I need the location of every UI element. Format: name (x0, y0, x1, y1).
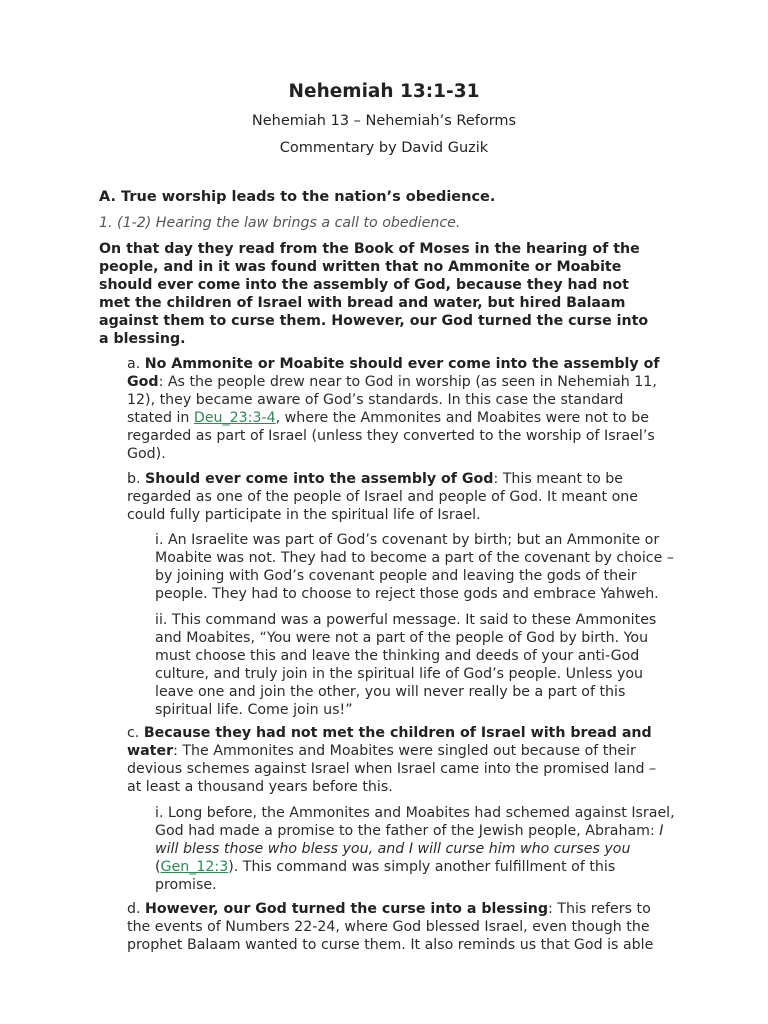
scripture-passage: On that day they read from the Book of Moses in the hearing of the people, and in it was found written that no Ammonite or Moabite should ever come into the assembly of God, because they had not met the children of Israel with bread and water, but hired Balaam against them to curse them. However, our God turned the curse into a blessing. (99, 241, 649, 347)
note-c-i-text1: i. Long before, the Ammonites and Moabites had schemed against Israel, God had made a promise to the father of the Jewish people, Abraham: (155, 805, 675, 839)
note-c-i-italic: I will bless those who bless you, and I will curse him who curses you (155, 823, 664, 857)
note-b (127, 470, 672, 524)
note-c-i-text3: ). This command was simply another fulfillment of this promise. (155, 859, 616, 893)
page-subtitle: Nehemiah 13 – Nehemiah’s Reforms (251, 113, 517, 129)
section-heading: A. True worship leads to the nation’s obedience. (99, 189, 496, 205)
note-b-ii: ii. This command was a powerful message. It said to these Ammonites and Moabites, “You were not a part of the people of God by birth. You must choose this and leave the thinking and deeds of your anti-God culture, and truly join in the spiritual life of God’s people. Unless you leave one and join the other, you will never really be a part of this spiritual life. Come join us!” (155, 612, 657, 718)
page-byline: Commentary by David Guzik (279, 140, 489, 156)
note-c-marker: c. (127, 725, 144, 741)
ref-link-gen[interactable]: Gen_12:3 (160, 859, 229, 875)
note-d-marker: d. (127, 901, 146, 917)
note-b-bold: Should ever come into the assembly of God (145, 471, 494, 487)
note-a-bold: No Ammonite or Moabite should ever come into the assembly of God (127, 356, 660, 390)
note-d (127, 900, 672, 954)
note-d-bold: However, our God turned the curse into a blessing (145, 901, 549, 917)
note-c-i-text2: ( (155, 859, 161, 875)
note-a (127, 355, 672, 463)
note-a-marker: a. (127, 356, 145, 372)
note-a-text1: : As the people drew near to God in worship (as seen in Nehemiah 11, 12), they became aware of God’s standards. In this case the standard stated in (127, 374, 657, 426)
note-b-text: : This meant to be regarded as one of the people of Israel and people of God. It meant one could fully participate in the spiritual life of Israel. (127, 471, 638, 523)
note-b-marker: b. (127, 471, 146, 487)
note-c-bold: Because they had not met the children of Israel with bread and water (127, 725, 652, 759)
note-c-i (155, 804, 675, 894)
note-b-i: i. An Israelite was part of God’s covenant by birth; but an Ammonite or Moabite was not. They had to become a part of the covenant by choice – by joining with God’s covenant people and leaving the gods of their people. They had to choose to reject those gods and embrace Yahweh. (155, 532, 674, 602)
note-c-text: : The Ammonites and Moabites were singled out because of their devious schemes against Israel when Israel came into the promised land – at least a thousand years before this. (127, 743, 657, 795)
point-heading: 1. (1-2) Hearing the law brings a call to obedience. (99, 215, 461, 231)
ref-link-deu[interactable]: Deu_23:3-4 (193, 410, 276, 426)
note-a-text2: , where the Ammonites and Moabites were not to be regarded as part of Israel (unless they converted to the worship of Israel’s God). (127, 410, 655, 462)
note-c (127, 724, 672, 796)
page-title: Nehemiah 13:1-31 (288, 81, 480, 102)
note-d-text: : This refers to the events of Numbers 22-24, where God blessed Israel, even though the prophet Balaam wanted to curse them. It also reminds us that God is able (127, 901, 654, 953)
